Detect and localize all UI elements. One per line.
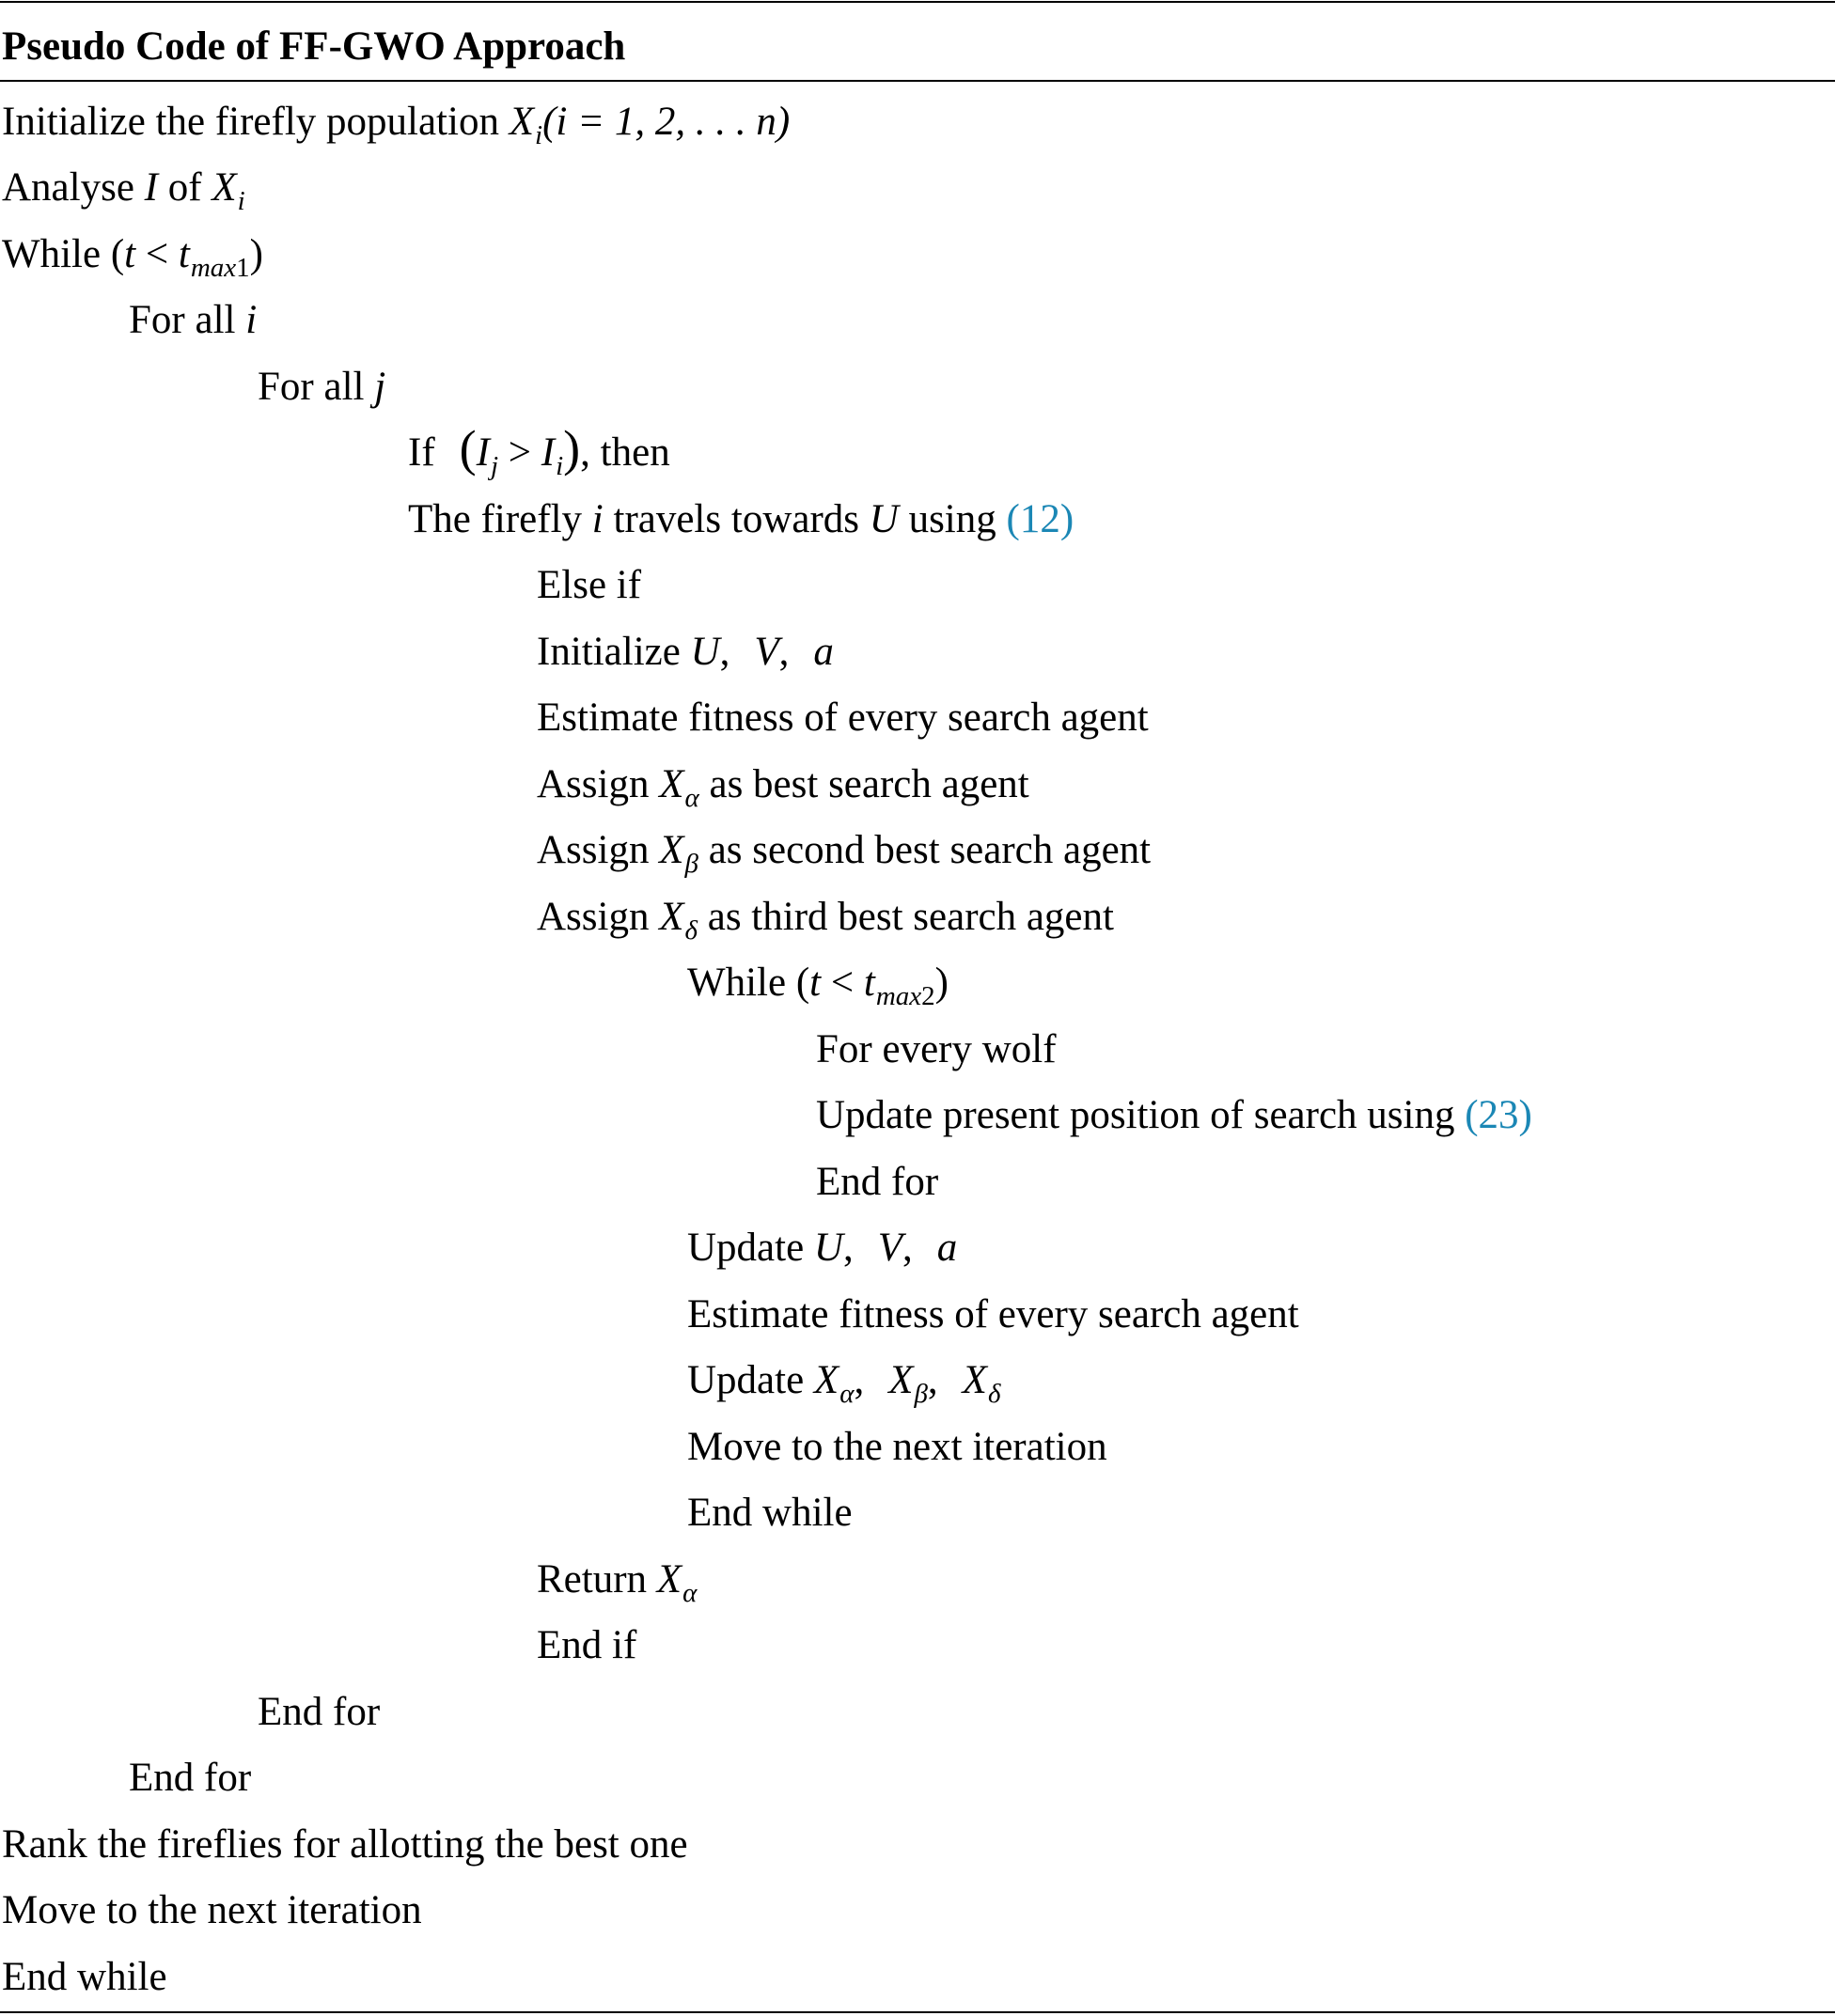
pseudo-line-estimate-fitness — [537, 694, 1149, 742]
math-subscript: δ — [684, 915, 698, 945]
line-text: ) — [249, 232, 263, 276]
math-subscript: j — [490, 451, 499, 481]
math-subscript: β — [914, 1379, 928, 1409]
math-var: X — [962, 1358, 987, 1402]
pseudo-line-end-for-wolf — [816, 1158, 938, 1207]
line-text: as third best search agent — [707, 895, 1114, 939]
pseudo-line-update-position — [816, 1091, 1532, 1140]
math-var: t — [124, 232, 136, 276]
pseudo-line-update-leaders: Update $X_\alpha$, $X_\beta$, $X_\delta$ — [687, 1358, 1001, 1409]
math-subscript: i — [535, 120, 543, 150]
pseudo-line-end-while-inner — [687, 1489, 853, 1538]
line-text: For all — [129, 298, 236, 342]
line-text: For every wolf — [816, 1027, 1057, 1071]
math-var: X — [659, 828, 684, 872]
line-text: travels towards — [613, 497, 860, 541]
table-title: Pseudo Code of FF-GWO Approach — [2, 24, 626, 69]
line-text: Move to the next iteration — [2, 1888, 422, 1932]
line-text: While ( — [687, 961, 810, 1005]
math-var: X — [509, 100, 534, 144]
math-args: (i = 1, 2, . . . n) — [542, 100, 791, 144]
line-text: For all — [258, 365, 365, 409]
subscript-text: max — [190, 253, 237, 283]
line-text: End if — [537, 1623, 637, 1667]
pseudo-line-analyse — [2, 164, 245, 216]
math-var: I — [476, 430, 490, 475]
bottom-rule — [0, 2011, 1835, 2013]
math-subscript: i — [237, 186, 245, 216]
line-text: If — [408, 430, 435, 475]
line-text: The firefly — [408, 497, 583, 541]
line-text: Update — [687, 1226, 805, 1270]
math-var: U — [690, 630, 720, 674]
pseudo-line-firefly-travels — [408, 495, 1074, 544]
math-var: t — [178, 232, 190, 276]
math-var: a — [936, 1226, 958, 1270]
math-paren: ( — [459, 420, 477, 477]
subscript-digit: 1 — [236, 253, 250, 283]
pseudo-line-initialize-params: Initialize U, V, a — [537, 630, 834, 674]
equation-ref-link[interactable]: (23) — [1465, 1093, 1532, 1137]
math-subscript — [191, 253, 250, 283]
math-var: V — [877, 1226, 903, 1270]
header-rule — [0, 80, 1835, 82]
math-operator: < — [830, 961, 855, 1005]
pseudo-line-for-all-i — [129, 296, 257, 345]
subscript-digit: 2 — [921, 981, 935, 1011]
math-subscript: β — [684, 849, 698, 879]
pseudo-line-return-alpha — [537, 1555, 697, 1608]
line-text: Analyse — [2, 165, 134, 210]
math-operator: < — [145, 232, 169, 276]
math-operator: > — [508, 430, 532, 475]
math-var: I — [541, 430, 556, 475]
math-var: U — [813, 1226, 843, 1270]
math-var: a — [813, 630, 834, 674]
pseudo-line-init-population — [2, 98, 790, 150]
line-text: Rank the fireflies for allotting the best one — [2, 1822, 688, 1867]
line-text: Estimate fitness of every search agent — [537, 695, 1149, 740]
math-var: X — [656, 1557, 682, 1602]
pseudo-line-else-if — [537, 561, 641, 610]
top-rule — [0, 1, 1835, 3]
line-text: End for — [816, 1160, 939, 1204]
pseudo-line-end-while-outer — [2, 1953, 167, 2002]
math-var: U — [869, 497, 899, 541]
equation-ref-link[interactable]: (12) — [1006, 497, 1074, 541]
pseudo-line-assign-beta — [537, 826, 1151, 879]
pseudo-line-rank-fireflies — [2, 1821, 688, 1869]
line-text: Return — [537, 1557, 648, 1602]
math-var: X — [813, 1358, 839, 1402]
math-var: i — [591, 497, 604, 541]
pseudo-line-while-inner — [687, 959, 949, 1011]
line-text: as best search agent — [709, 762, 1029, 806]
pseudo-line-assign-delta — [537, 893, 1114, 945]
pseudo-line-update-params: Update U, V, a — [687, 1226, 958, 1270]
pseudo-line-end-if — [537, 1621, 636, 1670]
line-text: End while — [2, 1955, 167, 1999]
math-var: X — [888, 1358, 914, 1402]
math-subscript: δ — [987, 1379, 1001, 1409]
line-text: of — [167, 165, 202, 210]
line-text: ) — [934, 961, 949, 1005]
math-var: t — [809, 961, 822, 1005]
math-var: V — [754, 630, 779, 674]
line-text: Move to the next iteration — [687, 1425, 1107, 1469]
pseudo-line-for-every-wolf — [816, 1025, 1057, 1074]
pseudo-line-if-brightness — [408, 420, 670, 481]
line-text: Assign — [537, 895, 650, 939]
math-var: I — [144, 165, 158, 210]
pseudo-line-next-iteration-outer — [2, 1886, 422, 1935]
line-text: Update — [687, 1358, 805, 1402]
math-paren: ) — [563, 420, 581, 477]
pseudo-line-end-for-j — [258, 1688, 380, 1737]
math-subscript: α — [839, 1379, 855, 1409]
pseudo-line-assign-alpha — [537, 760, 1029, 813]
line-text: Estimate fitness of every search agent — [687, 1292, 1299, 1336]
pseudo-line-end-for-i — [129, 1754, 251, 1803]
math-var: j — [374, 365, 386, 409]
pseudo-line-next-iteration-inner — [687, 1423, 1107, 1472]
line-text: Assign — [537, 828, 650, 872]
math-subscript — [876, 981, 935, 1011]
pseudo-line-estimate-fitness-inner — [687, 1290, 1299, 1339]
line-text: Initialize — [537, 630, 681, 674]
subscript-text: max — [875, 981, 922, 1011]
line-text: End for — [258, 1690, 381, 1734]
line-text: Update present position of search using — [816, 1093, 1455, 1137]
pseudo-line-while-outer — [2, 230, 263, 283]
math-var: X — [659, 762, 684, 806]
math-var: i — [245, 298, 258, 342]
math-subscript: α — [682, 1578, 698, 1608]
line-text: While ( — [2, 232, 125, 276]
line-text: Assign — [537, 762, 650, 806]
line-text: End while — [687, 1491, 853, 1535]
math-subscript: i — [556, 451, 564, 481]
math-subscript: α — [684, 783, 699, 813]
pseudo-line-for-all-j — [258, 363, 385, 412]
math-var: X — [659, 895, 684, 939]
math-var: t — [863, 961, 875, 1005]
line-text: Initialize the firefly population — [2, 100, 499, 144]
line-text: End for — [129, 1756, 252, 1800]
line-text: using — [908, 497, 996, 541]
line-text: as second best search agent — [708, 828, 1152, 872]
math-var: X — [212, 165, 237, 210]
line-text: Else if — [537, 563, 642, 607]
line-text: , then — [580, 430, 670, 475]
